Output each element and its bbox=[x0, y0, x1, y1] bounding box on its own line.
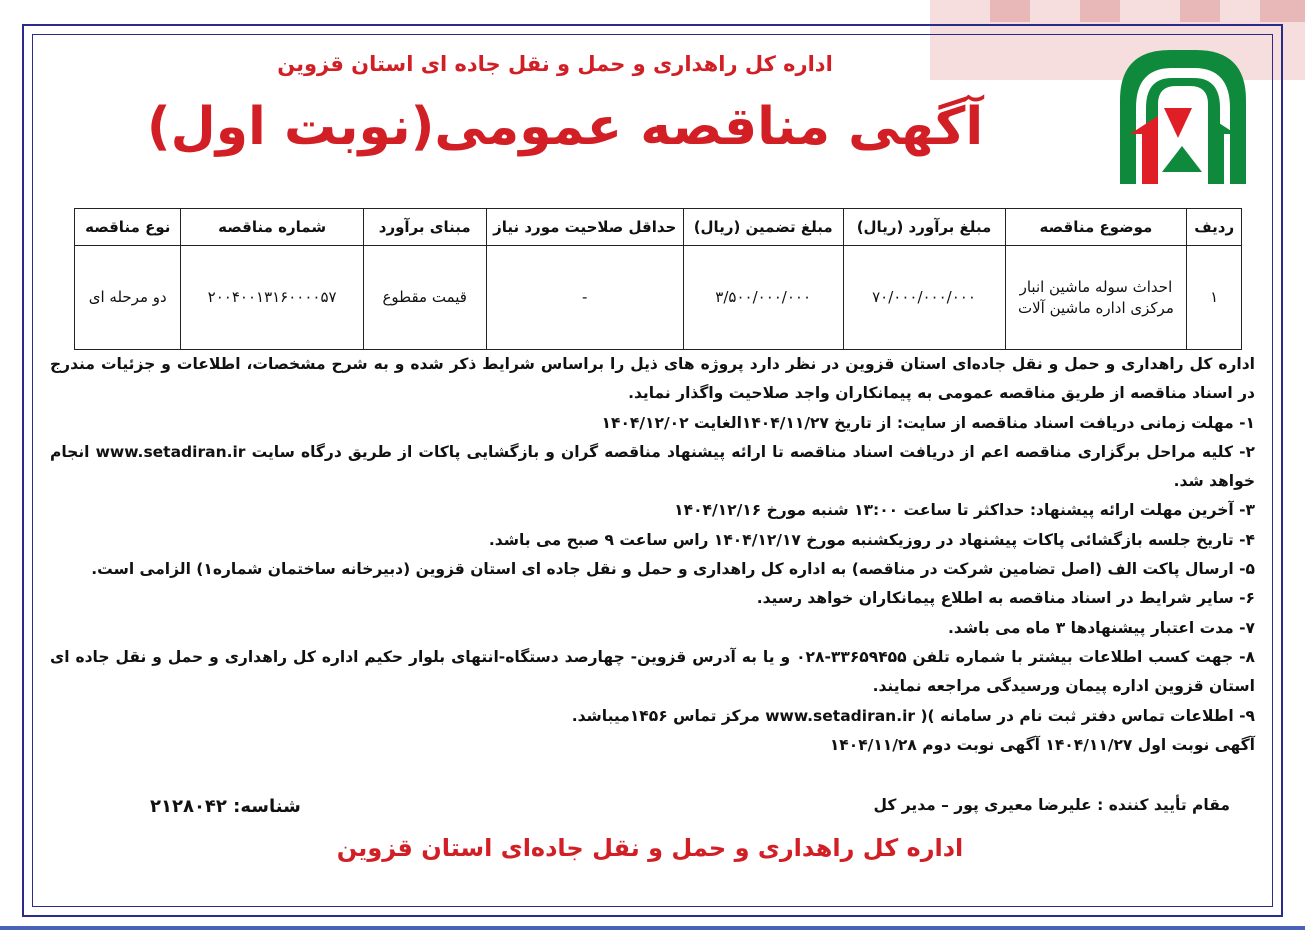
condition-item-8: ۸- جهت کسب اطلاعات بیشتر با شماره تلفن ۳۳۶۵۹۴۵۵-۰۲۸ و یا به آدرس قزوین- چهارصد دستگاه-انتهای بلوار حکیم اداره کل راهداری و حمل و نقل جاده ای استان قزوین اداره پیمان ورسیدگی مراجعه نمایند. bbox=[50, 647, 1256, 696]
tender-table bbox=[74, 208, 1242, 350]
bottom-rule bbox=[0, 926, 1305, 930]
cell-guarantee: ۳/۵۰۰/۰۰۰/۰۰۰ bbox=[683, 246, 843, 350]
table-row bbox=[75, 246, 1242, 350]
condition-item-2 bbox=[50, 438, 1255, 497]
footer-row bbox=[50, 796, 1230, 826]
col-header-basis: مبنای برآورد bbox=[363, 209, 486, 246]
cell-estimate: ۷۰/۰۰۰/۰۰۰/۰۰۰ bbox=[843, 246, 1005, 350]
cell-tender-type: دو مرحله ای bbox=[75, 246, 181, 350]
notice-body bbox=[50, 350, 1255, 760]
footer-organization: اداره کل راهداری و حمل و نقل جاده‌ای استان قزوین bbox=[336, 834, 964, 862]
condition-item-9 bbox=[50, 702, 1255, 731]
publish-dates: آگهی نوبت اول ۱۴۰۴/۱۱/۲۷ آگهی نوبت دوم ۱۴۰۴/۱۱/۲۸ bbox=[829, 735, 1255, 754]
col-header-estimate: مبلغ برآورد (ریال) bbox=[843, 209, 1005, 246]
cell-qualification: - bbox=[486, 246, 683, 350]
item9-text: ۹- اطلاعات تماس دفتر ثبت نام در سامانه )( bbox=[920, 706, 1255, 725]
col-header-tender-number: شماره مناقصه bbox=[181, 209, 363, 246]
intro-paragraph: اداره کل راهداری و حمل و نقل جاده‌ای استان قزوین در نظر دارد پروژه های ذیل را براساس شرایط ذکر شده و به شرح مشخصات، اطلاعات و جزئیات مندرج در اسناد مناقصه از طریق مناقصه عمومی به پیمانکاران واجد صلاحیت واگذار نماید. bbox=[50, 355, 1255, 403]
item2-text-end: انجام خواهد شد. bbox=[50, 442, 1255, 491]
signer: مقام تأیید کننده : علیرضا معیری پور – مدیر کل bbox=[873, 796, 1230, 814]
cell-subject: احداث سوله ماشین انبار مرکزی اداره ماشین آلات bbox=[1005, 246, 1187, 350]
cell-basis: قیمت مقطوع bbox=[363, 246, 486, 350]
notice-id: شناسه: ۲۱۲۸۰۴۲ bbox=[150, 796, 301, 817]
cell-index: ۱ bbox=[1187, 246, 1242, 350]
organization-header: اداره کل راهداری و حمل و نقل جاده ای استان قزوین bbox=[277, 52, 833, 76]
item2-text: ۲- کلیه مراحل برگزاری مناقصه اعم از دریافت اسناد مناقصه تا ارائه پیشنهاد مناقصه گران و بازگشایی پاکات از طریق درگاه سایت bbox=[251, 442, 1255, 461]
col-header-tender-type: نوع مناقصه bbox=[75, 209, 181, 246]
col-header-qualification: حداقل صلاحیت مورد نیاز bbox=[486, 209, 683, 246]
condition-item-5: ۵- ارسال پاکت الف (اصل تضامین شرکت در مناقصه) به اداره کل راهداری و حمل و نقل جاده ای استان قزوین (دبیرخانه ساختمان شماره۱) الزامی است. bbox=[91, 560, 1255, 579]
cell-tender-number: ۲۰۰۴۰۰۱۳۱۶۰۰۰۰۵۷ bbox=[181, 246, 363, 350]
setadiran-link[interactable]: www.setadiran.ir bbox=[95, 442, 246, 461]
condition-item-7: ۷- مدت اعتبار پیشنهادها ۳ ماه می باشد. bbox=[948, 618, 1255, 637]
col-header-guarantee: مبلغ تضمین (ریال) bbox=[683, 209, 843, 246]
notice-title: آگهی مناقصه عمومی(نوبت اول) bbox=[146, 97, 984, 157]
condition-item-4: ۴- تاریخ جلسه بازگشائی پاکات پیشنهاد در روزیکشنبه مورخ ۱۴۰۴/۱۲/۱۷ راس ساعت ۹ صبح می باشد. bbox=[488, 530, 1255, 549]
col-header-subject: موضوع مناقصه bbox=[1005, 209, 1187, 246]
condition-item-3: ۳- آخرین مهلت ارائه پیشنهاد: حداکثر تا ساعت ۱۳:۰۰ شنبه مورخ ۱۴۰۴/۱۲/۱۶ bbox=[674, 501, 1255, 520]
road-maintenance-logo-icon bbox=[1112, 42, 1254, 192]
item9-text-end: مرکز تماس ۱۴۵۶میباشد. bbox=[571, 706, 760, 725]
setadiran-link-2[interactable]: www.setadiran.ir bbox=[765, 706, 916, 725]
table-header-row bbox=[75, 209, 1242, 246]
condition-item-1: ۱- مهلت زمانی دریافت اسناد مناقصه از سایت: از تاریخ ۱۴۰۴/۱۱/۲۷الغایت ۱۴۰۴/۱۲/۰۲ bbox=[601, 413, 1255, 432]
col-header-index: ردیف bbox=[1187, 209, 1242, 246]
condition-item-6: ۶- سایر شرایط در اسناد مناقصه به اطلاع پیمانکاران خواهد رسید. bbox=[756, 589, 1255, 608]
